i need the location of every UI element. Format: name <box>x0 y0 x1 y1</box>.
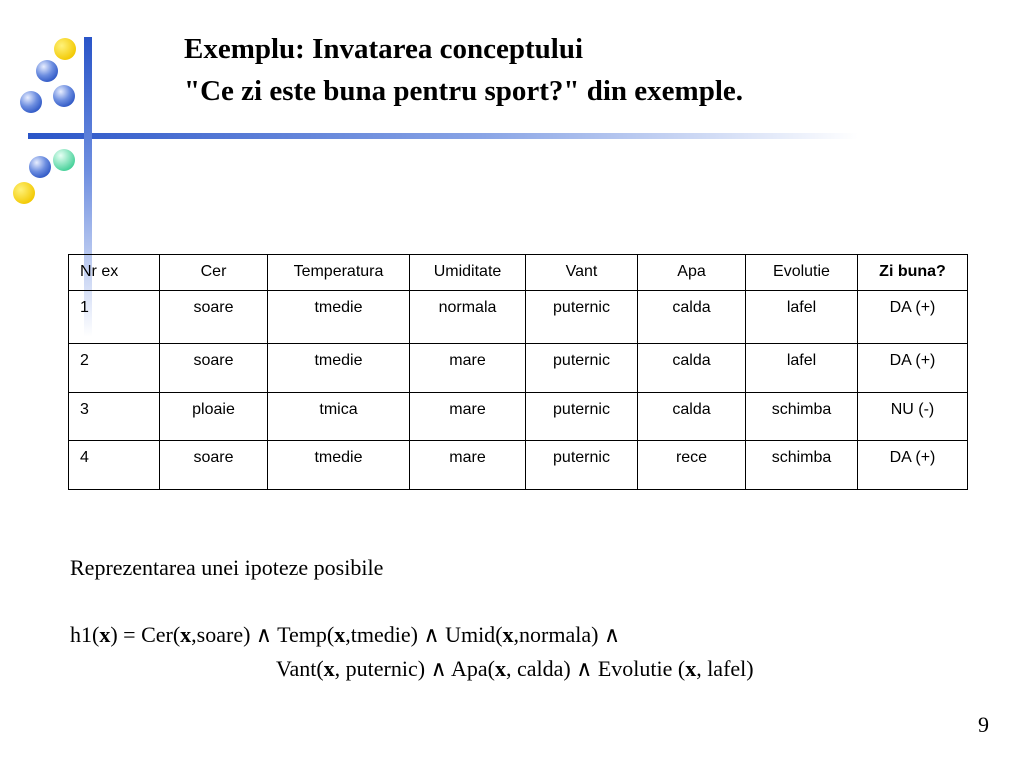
hypothesis-label: Reprezentarea unei ipoteze posibile <box>70 555 384 580</box>
table-cell: 1 <box>69 291 160 344</box>
table-cell: lafel <box>746 291 858 344</box>
var-x: x <box>494 656 506 681</box>
val-soare: soare <box>196 622 244 647</box>
var-x: x <box>99 622 111 647</box>
header-temperatura: Temperatura <box>268 255 410 291</box>
yellow-dot-icon <box>54 38 76 60</box>
header-evolutie: Evolutie <box>746 255 858 291</box>
var-x: x <box>685 656 697 681</box>
table-cell: calda <box>638 291 746 344</box>
table-row <box>69 344 968 393</box>
val-puternic: puternic <box>345 656 418 681</box>
table-cell: calda <box>638 344 746 393</box>
header-zi-buna: Zi buna? <box>858 255 968 291</box>
var-x: x <box>502 622 514 647</box>
equals-sign: = <box>123 622 136 647</box>
table-cell: 2 <box>69 344 160 393</box>
blue-dot-icon <box>29 156 51 178</box>
and-symbol: ∧ <box>255 622 273 647</box>
val-tmedie: tmedie <box>350 622 411 647</box>
attr-evolutie: Evolutie <box>597 656 673 681</box>
table-cell: puternic <box>526 441 638 490</box>
table-cell: normala <box>410 291 526 344</box>
attr-vant: Vant <box>276 656 317 681</box>
and-symbol: ∧ <box>423 622 440 647</box>
table-cell: tmedie <box>268 291 410 344</box>
var-x: x <box>323 656 335 681</box>
and-symbol: ∧ <box>576 656 593 681</box>
title-line-1: Exemplu: Invatarea conceptului <box>184 33 584 65</box>
table-cell: soare <box>160 441 268 490</box>
blue-dot-icon <box>20 91 42 113</box>
table-cell: rece <box>638 441 746 490</box>
val-calda: calda <box>516 656 564 681</box>
examples-table <box>68 254 968 490</box>
table-cell: DA (+) <box>858 441 968 490</box>
table-row <box>69 393 968 441</box>
yellow-dot-icon <box>13 182 35 204</box>
val-lafel: lafel <box>707 656 747 681</box>
header-apa: Apa <box>638 255 746 291</box>
attr-cer: Cer <box>141 622 173 647</box>
table-cell: DA (+) <box>858 344 968 393</box>
table-cell: lafel <box>746 344 858 393</box>
table-cell: calda <box>638 393 746 441</box>
hypothesis-formula-line-2: Vant(x, puternic) ∧ Apa(x, calda) ∧ Evolutie (x, lafel) <box>276 656 754 681</box>
table-cell: DA (+) <box>858 291 968 344</box>
and-symbol: ∧ <box>430 656 447 681</box>
table-cell: schimba <box>746 393 858 441</box>
attr-temp: Temp <box>277 622 327 647</box>
table-cell: ploaie <box>160 393 268 441</box>
page-number: 9 <box>978 712 989 737</box>
attr-apa: Apa <box>450 656 488 681</box>
horizontal-accent-bar <box>28 133 858 139</box>
table-cell: soare <box>160 291 268 344</box>
val-normala: normala <box>519 622 592 647</box>
table-cell: mare <box>410 393 526 441</box>
header-vant: Vant <box>526 255 638 291</box>
table-cell: mare <box>410 344 526 393</box>
var-x: x <box>180 622 192 647</box>
table-cell: 3 <box>69 393 160 441</box>
green-dot-icon <box>53 149 75 171</box>
table-cell: tmica <box>268 393 410 441</box>
blue-dot-icon <box>53 85 75 107</box>
table-cell: NU (-) <box>858 393 968 441</box>
title-line-2: "Ce zi este buna pentru sport?" din exemple. <box>184 75 744 107</box>
and-symbol: ∧ <box>603 622 621 647</box>
table-header-row <box>69 255 968 291</box>
header-umiditate: Umiditate <box>410 255 526 291</box>
hypothesis-formula-line-1: h1(x) = Cer(x,soare) ∧ Temp(x,tmedie) ∧ Umid(x,normala) ∧ <box>70 622 621 647</box>
table-cell: puternic <box>526 344 638 393</box>
table-cell: schimba <box>746 441 858 490</box>
table-row <box>69 291 968 344</box>
table-cell: 4 <box>69 441 160 490</box>
table-cell: puternic <box>526 393 638 441</box>
slide-title <box>184 28 743 112</box>
table-row <box>69 441 968 490</box>
header-cer: Cer <box>160 255 268 291</box>
h1-name: h1 <box>70 622 92 647</box>
var-x: x <box>334 622 346 647</box>
table-cell: soare <box>160 344 268 393</box>
table-cell: tmedie <box>268 344 410 393</box>
header-nr-ex: Nr ex <box>69 255 160 291</box>
table-cell: mare <box>410 441 526 490</box>
table-cell: puternic <box>526 291 638 344</box>
table-cell: tmedie <box>268 441 410 490</box>
blue-dot-icon <box>36 60 58 82</box>
attr-umid: Umid <box>445 622 496 647</box>
